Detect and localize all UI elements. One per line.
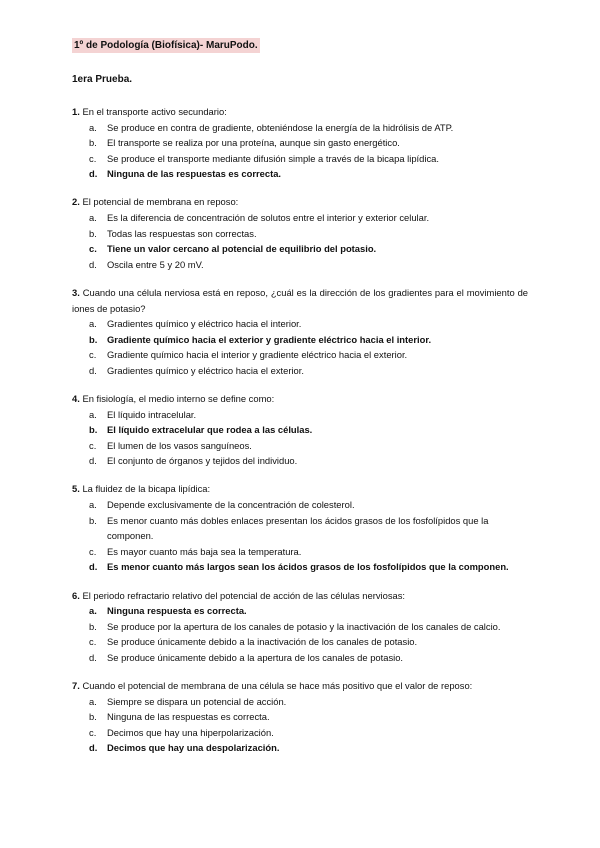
option-item — [72, 709, 528, 725]
option-text: Se produce únicamente debido a la apertura de los canales de potasio. — [107, 651, 404, 663]
question-stem — [72, 194, 528, 210]
question-number: 5. — [72, 483, 80, 495]
option-letter: c. — [89, 726, 97, 738]
option-letter: c. — [89, 243, 97, 255]
option-text: Gradientes químico y eléctrico hacia el exterior. — [107, 364, 304, 376]
option-letter: a. — [89, 695, 97, 707]
option-letter: a. — [89, 121, 97, 133]
question-list — [72, 104, 528, 768]
option-correct — [72, 603, 528, 619]
option-text: Se produce en contra de gradiente, obteniéndose la energía de la hidrólisis de ATP. — [107, 121, 454, 133]
question-text: En fisiología, el medio interno se define como: — [82, 393, 275, 404]
option-letter: b. — [89, 137, 97, 149]
option-letter: b. — [89, 620, 97, 632]
exam-title: 1era Prueba. — [72, 74, 133, 85]
question-5 — [72, 481, 528, 575]
option-letter: a. — [89, 318, 97, 330]
option-text: Es la diferencia de concentración de solutos entre el interior y exterior celular. — [107, 212, 430, 224]
option-letter: c. — [89, 636, 97, 648]
option-item — [72, 497, 528, 513]
option-text: Decimos que hay una despolarización. — [107, 742, 280, 754]
option-letter: d. — [89, 742, 98, 754]
question-text: El potencial de membrana en reposo: — [82, 196, 239, 208]
question-number: 6. — [72, 589, 80, 601]
option-text: Es menor cuanto más dobles enlaces presentan los ácidos grasos de los fosfolípidos que la componen. — [107, 514, 489, 542]
option-text: El transporte se realiza por una proteína, aunque sin gasto energético. — [107, 137, 400, 149]
option-item — [72, 725, 528, 741]
option-item — [72, 407, 528, 423]
option-correct — [72, 422, 528, 438]
option-text: Se produce por la apertura de los canales de potasio y la inactivación de los canales de calcio. — [107, 620, 501, 632]
option-text: Es mayor cuanto más baja sea la temperatura. — [107, 545, 302, 557]
option-correct — [72, 241, 528, 257]
question-stem — [72, 285, 528, 316]
question-2 — [72, 194, 528, 272]
option-item — [72, 694, 528, 710]
option-text: Todas las respuestas son correctas. — [107, 227, 257, 239]
option-letter: c. — [89, 152, 97, 164]
question-number: 7. — [72, 680, 80, 691]
option-letter: c. — [89, 439, 97, 451]
option-letter: b. — [89, 424, 98, 436]
question-stem — [72, 104, 528, 120]
question-text: Cuando el potencial de membrana de una célula se hace más positivo que el valor de reposo: — [82, 680, 473, 691]
option-text: El lumen de los vasos sanguíneos. — [107, 439, 252, 451]
question-text: El periodo refractario relativo del potencial de acción de las células nerviosas: — [82, 589, 406, 601]
option-letter: c. — [89, 545, 97, 557]
option-text: Ninguna respuesta es correcta. — [107, 605, 247, 617]
option-correct — [72, 740, 528, 756]
option-item — [72, 544, 528, 560]
option-text: Es menor cuanto más largos sean los ácidos grasos de los fosfolípidos que la componen. — [107, 561, 509, 573]
option-item — [72, 438, 528, 454]
question-7 — [72, 678, 528, 756]
option-correct — [72, 559, 528, 575]
question-number: 2. — [72, 196, 80, 208]
option-text: Gradiente químico hacia el exterior y gradiente eléctrico hacia el interior. — [107, 333, 432, 345]
question-number: 4. — [72, 393, 80, 404]
question-number: 1. — [72, 106, 80, 117]
option-text: Se produce el transporte mediante difusión simple a través de la bicapa lipídica. — [107, 152, 439, 164]
option-text: Ninguna de las respuestas es correcta. — [107, 168, 282, 180]
document-header: 1º de Podología (Biofísica)- MaruPodo. — [74, 40, 258, 51]
option-list — [72, 210, 528, 272]
option-text: Tiene un valor cercano al potencial de equilibrio del potasio. — [107, 243, 377, 255]
option-letter: d. — [89, 364, 97, 376]
option-letter: b. — [89, 227, 97, 239]
option-letter: d. — [89, 168, 98, 180]
question-stem — [72, 391, 528, 407]
question-3 — [72, 285, 528, 379]
option-item — [72, 316, 528, 332]
question-stem — [72, 588, 528, 604]
option-letter: a. — [89, 499, 97, 511]
option-letter: b. — [89, 333, 98, 345]
option-text: Oscila entre 5 y 20 mV. — [107, 258, 204, 270]
option-correct — [72, 166, 528, 182]
question-stem — [72, 678, 528, 694]
option-list — [72, 316, 528, 378]
option-text: Gradiente químico hacia el interior y gradiente eléctrico hacia el exterior. — [107, 349, 408, 361]
option-text: Gradientes químico y eléctrico hacia el interior. — [107, 318, 302, 330]
option-letter: d. — [89, 561, 98, 573]
question-6 — [72, 588, 528, 666]
option-item — [72, 120, 528, 136]
option-item — [72, 619, 528, 635]
option-text: Depende exclusivamente de la concentración de colesterol. — [107, 499, 355, 511]
option-item — [72, 453, 528, 469]
option-letter: c. — [89, 349, 97, 361]
option-letter: b. — [89, 711, 97, 723]
option-list — [72, 497, 528, 575]
option-list — [72, 407, 528, 469]
option-text: El líquido intracelular. — [107, 408, 197, 420]
option-text: Se produce únicamente debido a la inactivación de los canales de potasio. — [107, 636, 418, 648]
question-stem — [72, 481, 528, 497]
option-letter: a. — [89, 408, 97, 420]
option-letter: d. — [89, 258, 97, 270]
option-letter: d. — [89, 651, 97, 663]
option-item — [72, 135, 528, 151]
option-letter: a. — [89, 212, 97, 224]
question-number: 3. — [72, 286, 80, 298]
option-letter: b. — [89, 514, 97, 526]
option-text: Siempre se dispara un potencial de acción. — [107, 695, 287, 707]
option-item — [72, 650, 528, 666]
option-letter: a. — [89, 605, 97, 617]
question-text: La fluidez de la bicapa lipídica: — [82, 483, 211, 495]
option-text: Ninguna de las respuestas es correcta. — [107, 711, 270, 723]
option-text: El líquido extracelular que rodea a las células. — [107, 424, 313, 436]
option-correct — [72, 332, 528, 348]
option-list — [72, 120, 528, 182]
question-4 — [72, 391, 528, 469]
option-item — [72, 513, 528, 544]
option-list — [72, 694, 528, 756]
option-list — [72, 603, 528, 665]
option-item — [72, 634, 528, 650]
option-item — [72, 363, 528, 379]
question-text: Cuando una célula nerviosa está en reposo, ¿cuál es la dirección de los gradientes para el movimiento de iones de potasio? — [72, 286, 528, 314]
question-1 — [72, 104, 528, 182]
option-letter: d. — [89, 455, 97, 467]
question-text: En el transporte activo secundario: — [82, 106, 227, 117]
option-item — [72, 347, 528, 363]
option-text: Decimos que hay una hiperpolarización. — [107, 726, 274, 738]
option-item — [72, 210, 528, 226]
option-text: El conjunto de órganos y tejidos del individuo. — [107, 455, 298, 467]
option-item — [72, 257, 528, 273]
option-item — [72, 226, 528, 242]
option-item — [72, 151, 528, 167]
